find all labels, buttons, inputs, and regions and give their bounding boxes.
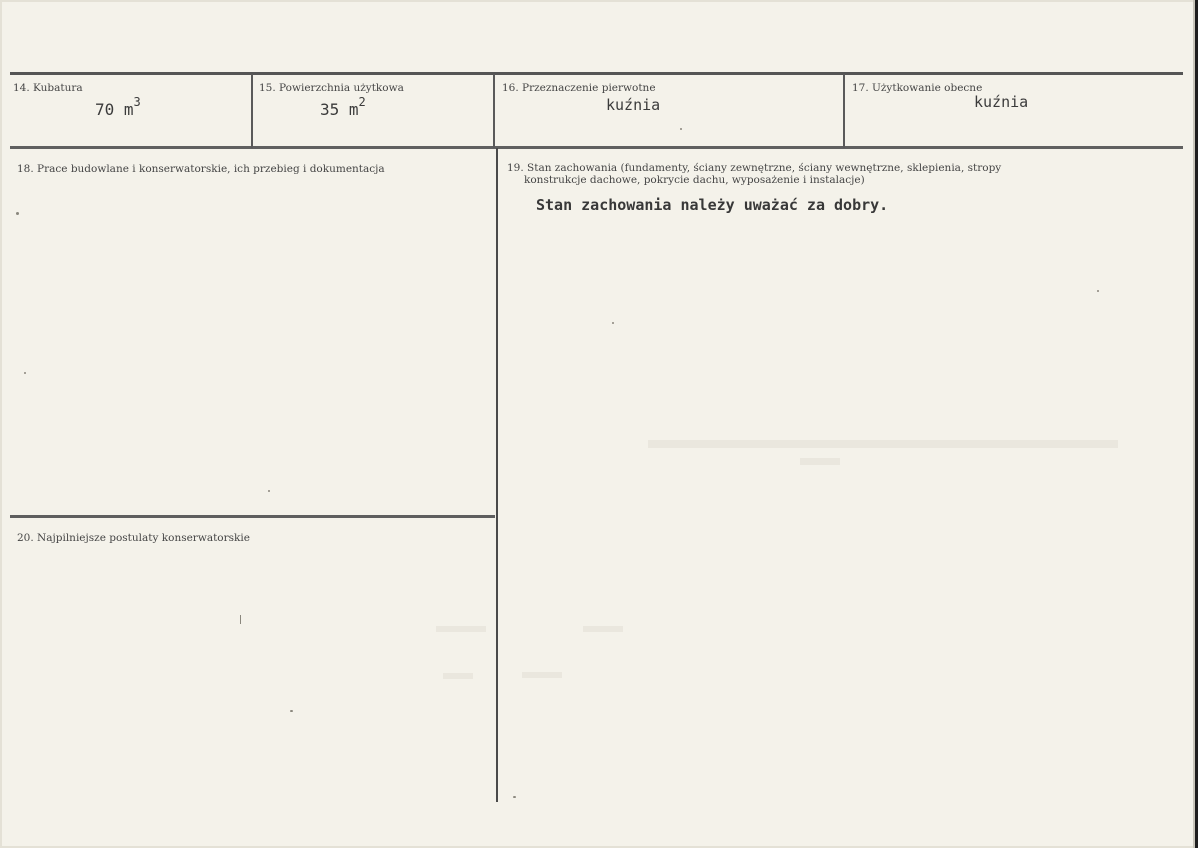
field-16-label: 16. Przeznaczenie pierwotne xyxy=(502,82,656,94)
field-14-number: 70 m xyxy=(95,100,134,119)
bleed-through-mark xyxy=(648,440,1118,448)
divider-15-16 xyxy=(493,74,495,148)
paper-speck xyxy=(1097,290,1099,292)
field-14-value xyxy=(95,95,141,119)
field-18-label: 18. Prace budowlane i konserwatorskie, ich przebieg i dokumentacja xyxy=(17,163,385,175)
bleed-through-mark xyxy=(436,626,486,632)
section-18-20-rule xyxy=(10,515,495,518)
field-15-label: 15. Powierzchnia użytkowa xyxy=(259,82,404,94)
bleed-through-mark xyxy=(800,458,840,465)
field-19-label-line1: 19. Stan zachowania (fundamenty, ściany zewnętrzne, ściany wewnętrzne, sklepienia, stropy xyxy=(507,162,1002,174)
paper-speck xyxy=(513,796,516,798)
paper-speck xyxy=(268,490,270,492)
field-15-exponent: 2 xyxy=(358,95,366,109)
field-19-label-line2: konstrukcje dachowe, pokrycie dachu, wyposażenie i instalacje) xyxy=(524,174,865,186)
paper-speck xyxy=(290,710,293,712)
field-16-value: kuźnia xyxy=(606,96,661,114)
field-14-exponent: 3 xyxy=(133,95,141,109)
row1-bottom-rule xyxy=(10,146,1183,149)
field-19-value: Stan zachowania należy uważać za dobry. xyxy=(536,196,889,214)
divider-16-17 xyxy=(843,74,845,148)
field-17-label: 17. Użytkowanie obecne xyxy=(852,82,983,94)
field-15-number: 35 m xyxy=(320,100,359,119)
bleed-through-mark xyxy=(522,672,562,678)
top-rule xyxy=(10,72,1183,75)
field-17-value: kuźnia xyxy=(974,93,1029,111)
paper-speck xyxy=(240,615,241,624)
divider-14-15 xyxy=(251,74,253,148)
paper-speck xyxy=(680,128,682,130)
divider-main xyxy=(496,148,498,802)
bleed-through-mark xyxy=(443,673,473,679)
field-15-value xyxy=(320,95,366,119)
field-20-label: 20. Najpilniejsze postulaty konserwatorskie xyxy=(17,532,250,544)
paper-speck xyxy=(24,372,26,374)
paper-speck xyxy=(612,322,614,324)
paper-speck xyxy=(16,212,19,215)
field-14-label: 14. Kubatura xyxy=(13,82,83,94)
bleed-through-mark xyxy=(583,626,623,632)
